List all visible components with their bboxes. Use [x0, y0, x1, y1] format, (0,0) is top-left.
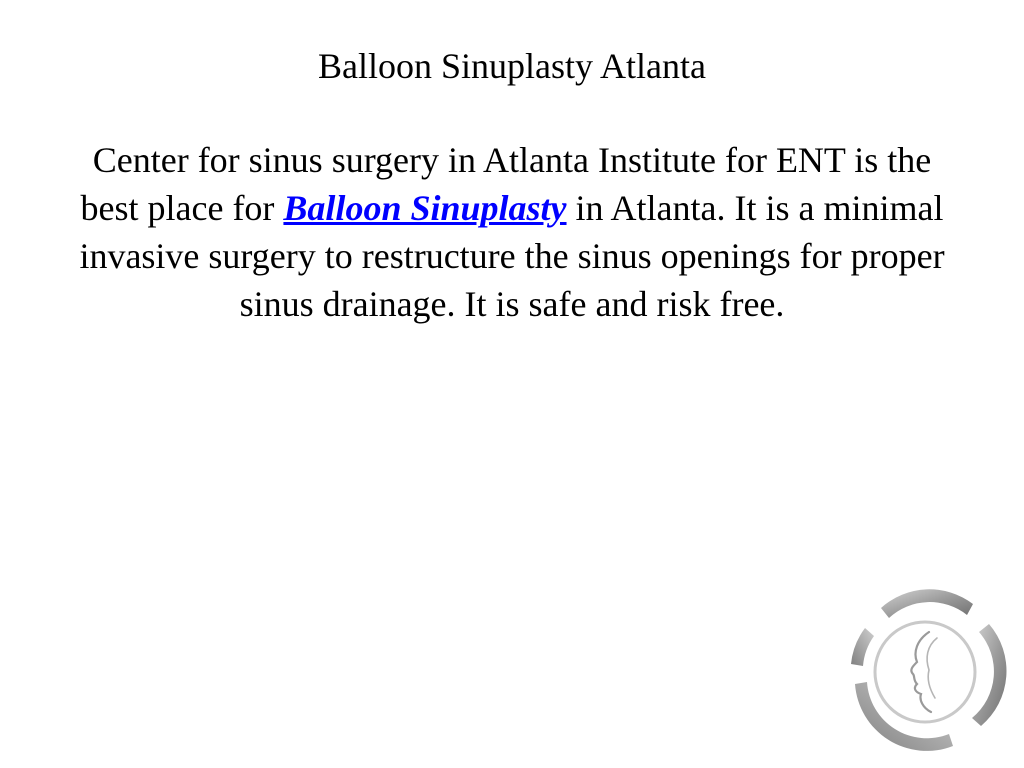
- profile-face-ring-logo-icon: [843, 588, 1008, 753]
- slide-body-text: [70, 136, 954, 328]
- slide-title: Balloon Sinuplasty Atlanta: [318, 46, 706, 86]
- balloon-sinuplasty-link[interactable]: Balloon Sinuplasty: [283, 188, 567, 228]
- body-text-before-link: Center for sinus surgery in Atlanta Institute for ENT is the best place for: [80, 140, 932, 228]
- body-text-after-link: in Atlanta. It is a minimal invasive surgery to restructure the sinus openings for proper sinus drainage. It is safe and risk free.: [79, 188, 945, 324]
